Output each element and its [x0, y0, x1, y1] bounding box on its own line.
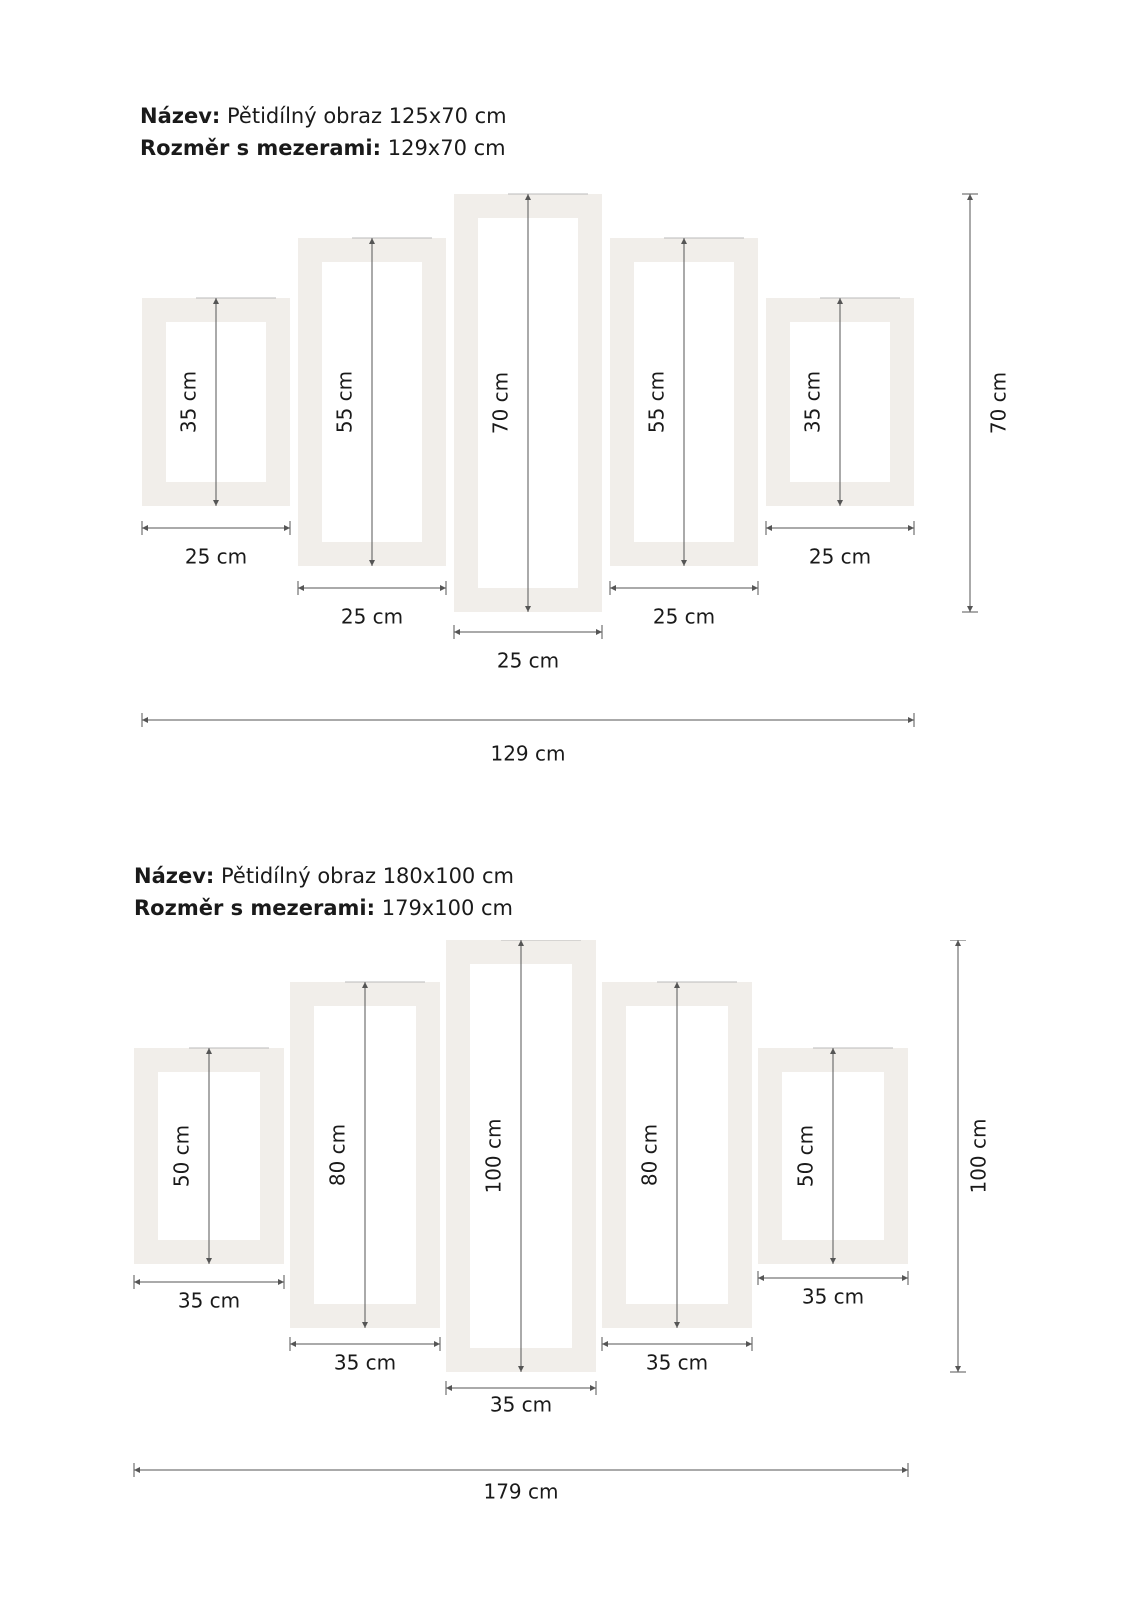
total-height-arrow-head-end	[955, 1366, 961, 1372]
panel-1-width-arrow-head-start	[142, 525, 148, 531]
total-width-arrow-head-start	[142, 717, 148, 723]
size-row	[140, 132, 507, 164]
panel-3-width-arrow-head-end	[596, 629, 602, 635]
panel-1-width-arrow-head-start	[134, 1279, 140, 1285]
total-width-arrow-head-end	[908, 717, 914, 723]
total-height-arrow-head-start	[955, 940, 961, 946]
name-row	[134, 860, 514, 892]
size-row	[134, 892, 514, 924]
size-label: Rozměr s mezerami:	[140, 136, 382, 160]
spec-block-2	[134, 860, 514, 924]
panel-4-width-arrow-head-end	[746, 1341, 752, 1347]
name-value: Pětidílný obraz 125x70 cm	[227, 104, 507, 128]
panel-4-width-arrow-head-end	[752, 585, 758, 591]
panel-5-width-arrow-head-end	[902, 1275, 908, 1281]
panel-4-width-label: 35 cm	[645, 1350, 709, 1375]
total-width-arrow-head-end	[902, 1467, 908, 1473]
panel-3-width-label: 35 cm	[489, 1392, 553, 1417]
panel-2-width-arrow-head-start	[290, 1341, 296, 1347]
panel-3-width-label: 25 cm	[496, 648, 560, 673]
panel-5-width-arrow-head-start	[758, 1275, 764, 1281]
total-height-arrow-head-start	[967, 194, 973, 200]
panel-3-width-arrow-head-start	[454, 629, 460, 635]
total-height-arrow-head-end	[967, 606, 973, 612]
total-width-label: 129 cm	[490, 741, 566, 766]
panel-5-width-arrow-head-start	[766, 525, 772, 531]
name-row	[140, 100, 507, 132]
panel-2-height-label: 80 cm	[325, 1123, 350, 1187]
name-label: Název:	[134, 864, 215, 888]
panel-3-height-label: 100 cm	[481, 1118, 506, 1194]
total-width-arrow-head-start	[134, 1467, 140, 1473]
panel-3-height-label: 70 cm	[488, 371, 513, 435]
panel-2-width-arrow-head-start	[298, 585, 304, 591]
panel-1-width-arrow-head-end	[278, 1279, 284, 1285]
panel-1-width-label: 35 cm	[177, 1288, 241, 1313]
panel-1-width-label: 25 cm	[184, 544, 248, 569]
name-value: Pětidílný obraz 180x100 cm	[221, 864, 514, 888]
size-value: 129x70 cm	[387, 136, 506, 160]
panel-3-width-arrow-head-start	[446, 1385, 452, 1391]
panel-5-width-label: 25 cm	[808, 544, 872, 569]
total-height-label: 70 cm	[986, 371, 1011, 435]
panel-3-width-arrow-head-end	[590, 1385, 596, 1391]
panel-4-height-label: 55 cm	[644, 370, 669, 434]
panel-diagram-2	[0, 940, 1131, 1560]
name-label: Název:	[140, 104, 221, 128]
panel-diagram-1	[0, 180, 1131, 800]
total-height-label: 100 cm	[966, 1118, 991, 1194]
total-width-label: 179 cm	[483, 1479, 559, 1504]
spec-block-1	[140, 100, 507, 164]
panel-4-width-arrow-head-start	[610, 585, 616, 591]
panel-2-width-label: 35 cm	[333, 1350, 397, 1375]
panel-4-width-arrow-head-start	[602, 1341, 608, 1347]
panel-1-height-label: 35 cm	[176, 370, 201, 434]
size-value: 179x100 cm	[381, 896, 513, 920]
panel-5-width-label: 35 cm	[801, 1284, 865, 1309]
panel-5-height-label: 35 cm	[800, 370, 825, 434]
panel-2-width-arrow-head-end	[434, 1341, 440, 1347]
size-label: Rozměr s mezerami:	[134, 896, 376, 920]
panel-4-height-label: 80 cm	[637, 1123, 662, 1187]
panel-1-height-label: 50 cm	[169, 1124, 194, 1188]
panel-4-width-label: 25 cm	[652, 604, 716, 629]
panel-2-height-label: 55 cm	[332, 370, 357, 434]
panel-1-width-arrow-head-end	[284, 525, 290, 531]
panel-2-width-label: 25 cm	[340, 604, 404, 629]
panel-5-height-label: 50 cm	[793, 1124, 818, 1188]
panel-5-width-arrow-head-end	[908, 525, 914, 531]
panel-2-width-arrow-head-end	[440, 585, 446, 591]
